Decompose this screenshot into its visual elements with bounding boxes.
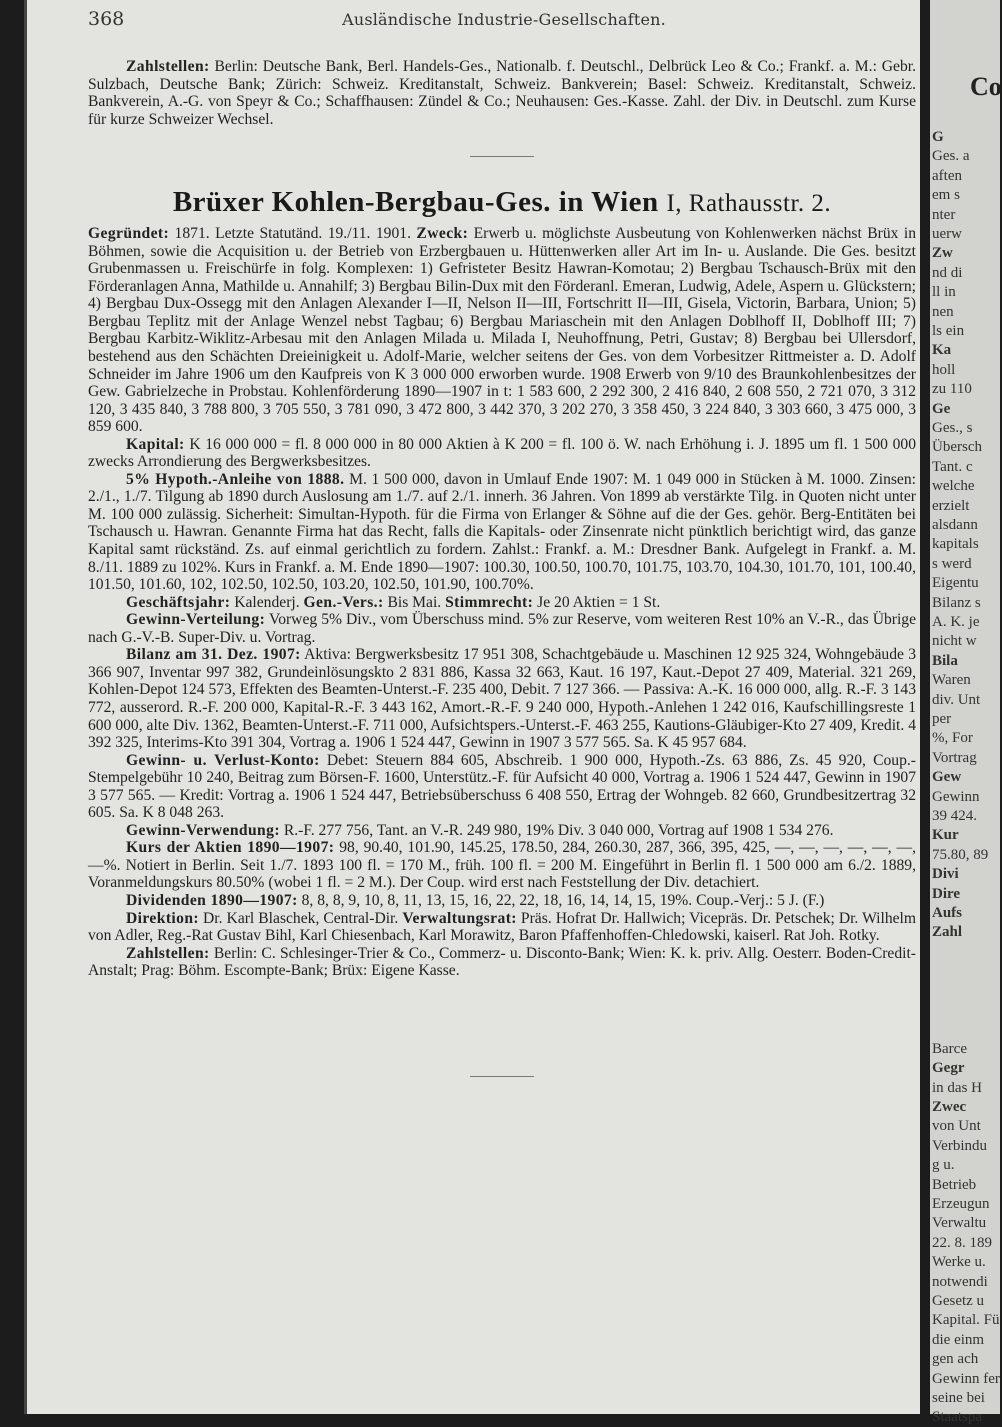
adjacent-page-line: Bilanz s	[932, 594, 981, 611]
adjacent-page-line: Gewinn fer	[932, 1370, 1000, 1387]
adjacent-page-line: Verbindu	[932, 1137, 987, 1154]
adjacent-page-line: Bila	[932, 652, 958, 669]
adjacent-page-line: Zahl	[932, 924, 963, 941]
adjacent-page-line: alsdann	[932, 517, 978, 533]
adjacent-page-line: nter	[932, 206, 956, 223]
section-text: M. 1 500 000, davon in Umlauf Ende 1907: M. 1 049 000 in Stücken à M. 1000. Zinsen: 2./1., 1./7. Tilgung ab 1890 durch Auslosung am 1./7. auf 2./1. innerh. 36 Jahren. Von 1899 ab verstärkte Tilg. in Quoten nicht unter M. 100 000 zulässig. Sicherheit: Simultan-Hypoth. für die Firma von Erlanger & Söhne auf die der Ges. gehör. Berg-Entitäten bei Tschausch u. Hawran. Genannte Firma hat das Recht, falls die Kapitals- oder Zinsenrate nicht pünktlich berichtigt wird, das ganze Kapital samt rückständ. Zs. auf einmal gerichtlich zu fordern. Zahlst.: Frankf. a. M.: Dresdner Bank. Aufgelegt in Frankf. a. M. 8./11. 1889 zu 102%. Kurs in Frankf. a. M. Ende 1890—1907: 100.30, 100.50, 100.70, 101.75, 103.70, 104.30, 101.70, 101, 100.40, 101.50, 101.60, 102, 102.50, 102.50, 103.20, 102.50, 101.90, 100.70%.	[88, 470, 916, 594]
section-label: Gewinn-Verwendung:	[126, 821, 280, 839]
adjacent-page-line: zu 110	[932, 381, 972, 398]
section-label: Kurs der Aktien 1890—1907:	[126, 839, 335, 857]
section-zahlstellen	[88, 945, 916, 980]
section-text: 98, 90.40, 101.90, 145.25, 178.50, 284, 260.30, 287, 366, 395, 425, —, —, —, —, —, —, —%. Notiert in Berlin. Seit 1./7. 1893 100 fl. = 170 M., früh. 100 fl. = 200 M. Eingeführt in Berlin fl. 1 500 000 am 6./2. 1889, Voranmeldungskurs 80.50% (wobei 1 fl. = 2 M.). Der Coup. wird erst nach Feststellung der Div. detachiert.	[88, 839, 916, 892]
adjacent-page-line: per	[932, 711, 952, 727]
section-label: Zweck:	[416, 225, 469, 243]
section-text: R.-F. 277 756, Tant. an V.-R. 249 980, 19% Div. 3 040 000, Vortrag auf 1908 1 534 276.	[283, 821, 834, 839]
adjacent-page-line: in das H	[932, 1079, 982, 1096]
adjacent-page-line: 39 424.	[932, 808, 977, 824]
company-title	[88, 185, 916, 221]
section-text: Vorweg 5% Div., vom Überschuss mind. 5% zur Reserve, vom weiteren Rest 10% an V.-R., das Übrige nach G.-V.-B. Super-Div. u. Vortrag.	[88, 611, 916, 646]
adjacent-page-line: Ge	[932, 400, 951, 417]
section-gegruendet-zweck	[88, 225, 916, 436]
adjacent-page-line: s werd	[932, 555, 972, 572]
adjacent-page-line: A. K. je	[932, 614, 980, 630]
book-page	[24, 0, 920, 1414]
section-label: Verwaltungsrat:	[402, 909, 517, 927]
adjacent-page-line: nen	[932, 303, 954, 320]
adjacent-page-line: Betrieb	[932, 1176, 977, 1193]
adjacent-page-line: gen ach	[932, 1351, 979, 1368]
section-label: Geschäftsjahr:	[126, 593, 231, 611]
adjacent-page-line: Ka	[932, 342, 952, 359]
adjacent-page-line: Kapital. Fü	[932, 1312, 1000, 1329]
section-direktion	[88, 910, 916, 945]
separator-rule	[470, 156, 534, 157]
section-label: Gewinn- u. Verlust-Konto:	[126, 751, 320, 769]
adjacent-page-line: Ges. a	[932, 148, 970, 165]
page-content	[88, 58, 916, 1077]
adjacent-page-line: ls ein	[932, 323, 965, 339]
adjacent-page-line: Vortrag	[932, 749, 977, 766]
adjacent-page-line: Tant. c	[932, 458, 973, 475]
section-label: Gewinn-Verteilung:	[126, 611, 266, 629]
section-label: 5% Hypoth.-Anleihe von 1888.	[126, 470, 345, 488]
section-text: Präs. Hofrat Dr. Hallwich; Vicepräs. Dr. Petschek; Dr. Wilhelm von Adler, Reg.-Rat Gustav Bihl, Karl Chiesenbach, Karl Morawitz, Baron Pfaffenhoffen-Chledowski, kaiserl. Rat Joh. Rotky.	[88, 909, 917, 945]
adjacent-page-line: Divi	[932, 866, 959, 883]
adjacent-page-line: erzielt	[932, 497, 970, 514]
section-text: 1871. Letzte Statutänd. 19./11. 1901.	[174, 225, 411, 243]
adjacent-page-line: 75.80, 89	[932, 846, 989, 863]
adjacent-page-line: welche	[932, 478, 975, 495]
section-text: Erwerb u. möglichste Ausbeutung von Kohlenwerken nächst Brüx in Böhmen, sowie die Acquisition u. der Betrieb von Erzbergbauen u. Hüttenwerken aller Art im In- u. Auslande. Die Ges. besitzt Grubenmassen u. Freischürfe in folg. Komplexen: 1) Gefristeter Besitz Hawran-Komotau; 2) Bergbau Tschausch-Brüx mit den Förderanlagen Anna, Mathilde u. Annahilf; 3) Bergbau Bilin-Dux mit den Förderanl. Emeran, Ludwig, Adele, Aspern u. Glückstern; 4) Bergbau Dux-Ossegg mit den Anlagen Alexander I—II, Nelson II—III, Fortschritt II—III, Gisela, Victorin, Barbara, Union; 5) Bergbau Teplitz mit der Anlage Wenzel nebst Tagbau; 6) Bergbau Mariaschein mit den Anlagen Doblhoff II, Doblhoff III; 7) Bergbau Karbitz-Wiklitz-Arbesau mit den Anlagen Milada u. Milada I, Neuhoffnung, Petri, Gustav; 8) Bergbau bei Ullersdorf, bestehend aus den Schächten Dreieinigkeit u. Adolf-Marie, welcher seitens der Ges. von dem Vorbesitzer Rittmeister a. D. Adolf Schneider im Jahre 1906 um den Kaufpreis von K 3 000 000 erworben wurde. 1908 Erwerb von 9/10 des Braunkohlenbesitzes der Gew. Gabrielzeche in Probstau. Kohlenförderung 1890—1907 in t: 1 583 600, 2 292 300, 2 416 840, 2 608 550, 2 721 070, 3 312 120, 3 435 840, 3 788 800, 3 705 550, 3 781 090, 3 472 800, 3 442 370, 3 202 270, 3 358 450, 3 224 840, 3 303 660, 3 475 000, 3 859 600.	[88, 225, 917, 436]
running-head: Ausländische Industrie-Gesellschaften.	[342, 10, 666, 29]
section-kurs	[88, 839, 916, 892]
section-geschaeftsjahr	[88, 594, 916, 612]
adjacent-page-line: Kur	[932, 827, 959, 844]
adjacent-page-line: 22. 8. 189	[932, 1234, 992, 1251]
page-header	[88, 8, 920, 34]
section-kapital	[88, 436, 916, 471]
section-label: Gegründet:	[88, 225, 170, 243]
page-number: 368	[88, 8, 125, 30]
section-gewinn-verlust	[88, 752, 916, 822]
adjacent-page-line: Aufs	[932, 905, 963, 921]
section-label: Kapital:	[126, 435, 185, 453]
section-gewinn-verteilung	[88, 611, 916, 646]
adjacent-page-line: Eigentu	[932, 575, 979, 592]
section-text: Aktiva: Bergwerksbesitz 17 951 308, Schachtgebäude u. Maschinen 12 925 324, Wohngebäude 3 366 907, Inventar 997 382, Grundeinlösungskto 2 831 886, Kassa 32 663, Kaut. 16 197, Kaut.-Depot 27 409, Material. 321 269, Kohlen-Depot 124 573, Effekten des Beamten-Unterst.-F. 235 400, Debit. 7 127 366. — Passiva: A.-K. 16 000 000, allg. R.-F. 3 143 772, ausserord. R.-F. 200 000, Kapital-R.-F. 3 443 162, Amort.-R.-F. 9 240 000, Hypoth.-Anlehen 1 242 016, Kaufschillingsreste 1 600 000, alte Div. 1362, Beamten-Unterst.-F. 711 000, Aufsichtspers.-Unterst.-F. 463 255, Kautions-Gläubiger-Kto 27 409, Kredit. 4 392 325, Interims-Kto 391 304, Vortrag a. 1906 1 524 447, Gewinn in 1907 3 577 565. Sa. K 45 957 684.	[88, 646, 916, 752]
adjacent-page-line: kapitals	[932, 536, 979, 553]
section-text: Berlin: Deutsche Bank, Berl. Handels-Ges., Nationalb. f. Deutschl., Delbrück Leo & Co.; Frankf. a. M.: Gebr. Sulzbach, Deutsche Bank; Zürich: Schweiz. Kreditanstalt, Schweiz. Bankverein; Basel: Schweiz. Kreditanstalt, Schweiz. Bankverein, A.-G. von Speyr & Co.; Schaffhausen: Zündel & Co.; Neuhausen: Ges.-Kasse. Zahl. der Div. in Deutschl. zum Kurse für kurze Schweizer Wechsel.	[88, 58, 916, 128]
adjacent-page-line: Verwaltu	[932, 1215, 987, 1232]
adjacent-page-line: Ges., s	[932, 420, 973, 436]
section-text: Berlin: C. Schlesinger-Trier & Co., Commerz- u. Disconto-Bank; Wien: K. k. priv. Allg. Oesterr. Boden-Credit-Anstalt; Prag: Böhm. Escompte-Bank; Brüx: Eigene Kasse.	[88, 944, 916, 980]
adjacent-page-line: seine bei	[932, 1390, 985, 1406]
section-gewinn-verwendung	[88, 822, 916, 840]
section-bilanz	[88, 646, 916, 751]
section-label: Bilanz am 31. Dez. 1907:	[126, 646, 301, 664]
section-dividenden	[88, 892, 916, 910]
section-text: Bis Mai.	[387, 593, 442, 611]
section-text: Dr. Karl Blaschek, Central-Dir.	[203, 909, 399, 927]
adjacent-page-line: Zw	[932, 245, 953, 262]
section-label: Gen.-Vers.:	[303, 593, 384, 611]
page-binding-edge	[24, 0, 27, 1414]
company-address: I, Rathausstr. 2.	[666, 190, 832, 218]
section-text: Kalenderj.	[234, 593, 300, 611]
adjacent-page-line: uerw	[932, 226, 962, 242]
section-anleihe	[88, 471, 916, 594]
adjacent-page-line: %, For	[932, 730, 973, 747]
adjacent-page-line: nicht w	[932, 633, 977, 650]
section-label: Direktion:	[126, 909, 200, 927]
adjacent-page-line: Dire	[932, 885, 961, 902]
company-name: Brüxer Kohlen-Bergbau-Ges. in Wien	[172, 186, 659, 219]
adjacent-page-line: Barce	[932, 1040, 967, 1057]
adjacent-page-line: Zwec	[932, 1099, 967, 1115]
adjacent-page-line: holl	[932, 361, 956, 378]
adjacent-page-line: die einm	[932, 1331, 985, 1348]
adjacent-page-fragment	[930, 0, 1002, 1426]
adjacent-page-line: Übersch	[932, 439, 982, 456]
adjacent-page-line: div. Unt	[932, 691, 981, 708]
section-label: Zahlstellen:	[126, 944, 210, 962]
adjacent-page-line: nd di	[932, 264, 963, 281]
section-label: Zahlstellen:	[126, 58, 210, 75]
adjacent-page-line: G	[932, 129, 944, 145]
adjacent-page-line: Waren	[932, 672, 971, 689]
section-text: K 16 000 000 = fl. 8 000 000 in 80 000 Aktien à K 200 = fl. 100 ö. W. nach Erhöhung i. J. 1895 um fl. 1 500 000 zwecks Arrondierung des Bergwerksbesitzes.	[88, 435, 916, 471]
adjacent-page-line: Staatspa	[932, 1409, 982, 1426]
section-text: Je 20 Aktien = 1 St.	[537, 593, 661, 611]
section-label: Stimmrecht:	[445, 593, 534, 611]
adjacent-page-line: Gew	[932, 769, 962, 786]
adjacent-page-title: Co	[970, 72, 1002, 101]
adjacent-page-line: ll in	[932, 284, 956, 301]
separator-rule	[470, 1076, 534, 1077]
adjacent-page-line: Erzeugun	[932, 1196, 990, 1212]
adjacent-page-line: Werke u.	[932, 1254, 986, 1271]
prev-entry-zahlstellen	[88, 58, 916, 128]
section-text: Debet: Steuern 884 605, Abschreib. 1 900 000, Hypoth.-Zs. 63 886, Zs. 45 920, Coup.-Stempelgebühr 10 240, Beitrag zum Börsen-F. 1600, Unterstütz.-F. für Aufsicht 40 000, Vortrag a. 1906 1 524 447, Gewinn in 1907 3 577 565. — Kredit: Vortrag a. 1906 1 524 447, Betriebsüberschuss 6 408 550, Ertrag der Wohngeb. 82 660, Grundbesitzertrag 32 605. Sa. K 8 048 263.	[88, 751, 916, 822]
adjacent-page-line: notwendi	[932, 1273, 988, 1290]
adjacent-page-line: Gegr	[932, 1060, 965, 1077]
section-label: Dividenden 1890—1907:	[126, 891, 298, 909]
adjacent-page-line: Gewinn	[932, 788, 980, 805]
adjacent-page-line: Gesetz u	[932, 1293, 985, 1309]
section-text: 8, 8, 8, 9, 10, 8, 11, 13, 15, 16, 22, 22, 18, 16, 14, 14, 15, 19%. Coup.-Verj.: 5 J. (F.)	[301, 891, 825, 909]
adjacent-page-line: g u.	[932, 1157, 955, 1174]
adjacent-page-line: em s	[932, 187, 960, 204]
adjacent-page-line: von Unt	[932, 1118, 981, 1135]
adjacent-page-line: aften	[932, 167, 962, 184]
